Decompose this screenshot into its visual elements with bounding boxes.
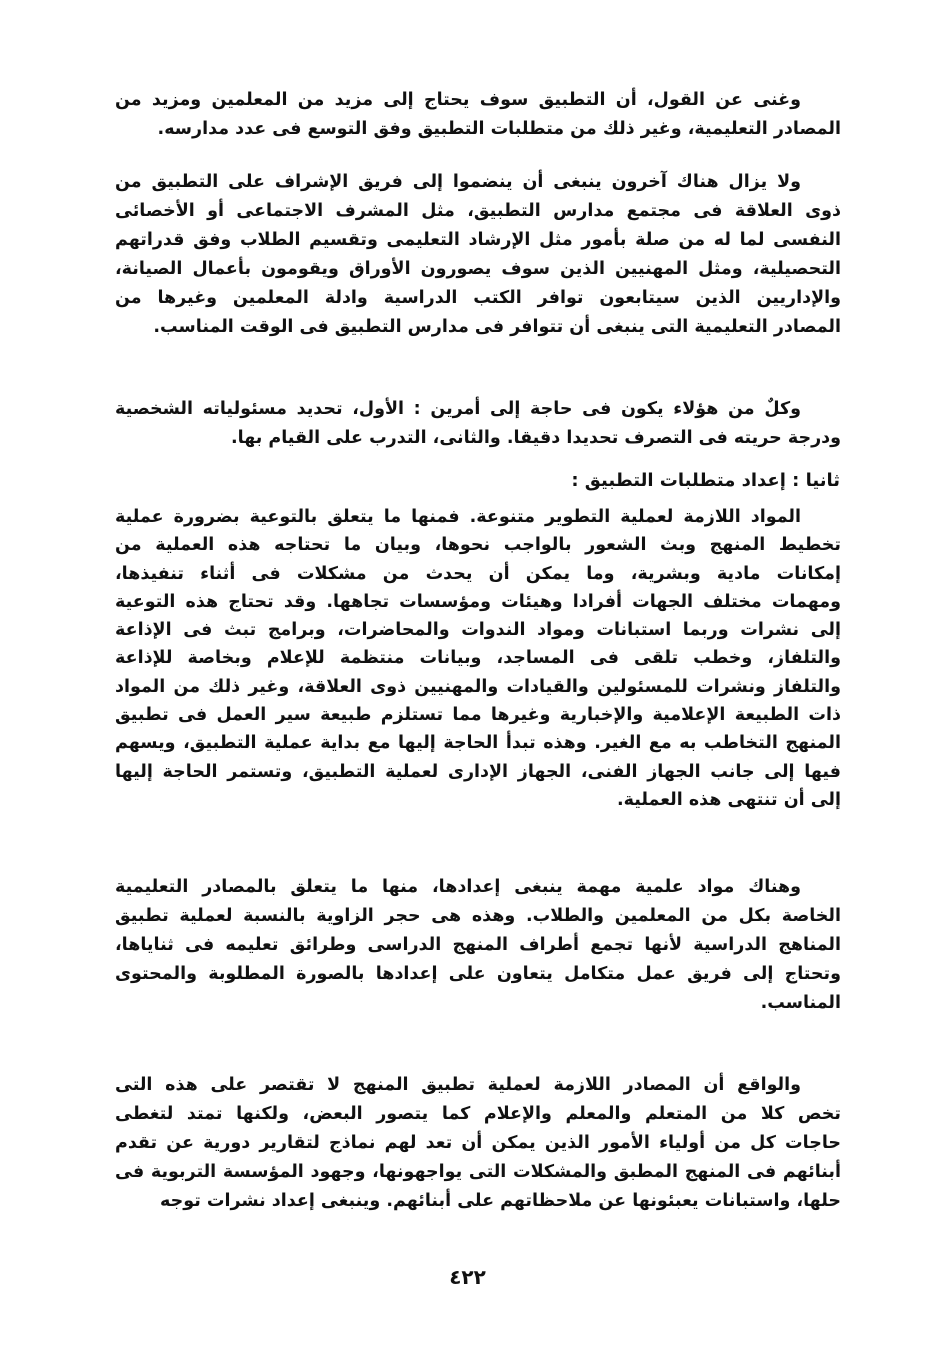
text-line: وغنى عن القول، أن التطبيق سوف يحتاج إلى مزيد من المعلمين ومزيد من [115,90,801,110]
text-line: وتحتاج إلى فريق عمل متكامل يتعاون على إعدادها بالصورة المطلوبة والمحتوى [115,964,841,984]
paragraph-intro [115,86,841,144]
text-line: تخطيط المنهج وبث الشعور بالواجب نحوها، وبيان ما تحتاجه هذه العملية من [115,535,841,556]
text-line: حاجات كل من أولياء الأمور الذين يمكن أن تعد لهم نماذج لتقارير دورية عن تقدم [115,1133,841,1153]
text-line: المنهج التخاطب به مع الغير. وهذه تبدأ الحاجة إليها مع بداية عملية التطبيق، ويسهم [115,733,841,754]
text-line: وهناك مواد علمية مهمة ينبغى إعدادها، منها ما يتعلق بالمصادر التعليمية [115,877,801,897]
text-line: والتلفاز، وخطب تلقى فى المساجد، وبيانات منتظمة للإعلام وبخاصة للإذاعة [115,648,841,669]
text-line: والواقع أن المصادر اللازمة لعملية تطبيق المنهج لا تقتصر على هذه التى [115,1075,801,1095]
text-line: وكلٌ من هؤلاء يكون فى حاجة إلى أمرين : الأول، تحديد مسئولياته الشخصية [115,399,801,419]
text-line: أبنائهم فى المنهج المطبق والمشكلات التى يواجهونها، وجهود المؤسسة التربوية فى [115,1162,841,1182]
paragraph-materials [115,503,841,814]
text-line: إلى نشرات وربما استبانات ومواد الندوات والمحاضرات، وبرامج تبث فى الإذاعة [115,620,841,641]
paragraph-responsibilities [115,395,841,453]
text-line: المصادر التعليمية التى ينبغى أن تتوافر فى مدارس التطبيق فى الوقت المناسب. [153,317,841,337]
text-line: الخاصة بكل من المعلمين والطلاب. وهذه هى حجر الزاوية بالنسبة لعملية تطبيق [115,906,841,926]
paragraph-supervision-team [115,168,841,342]
text-line: ولا يزال هناك آخرون ينبغى أن ينضموا إلى فريق الإشراف على التطبيق من [115,172,801,192]
paragraph-scientific-materials [115,873,841,1018]
text-line: حلها، واستبانات يعبئونها عن ملاحظاتهم على أبنائهم. وينبغى إعداد نشرات توجه [160,1191,841,1211]
text-line: التحصيلية، ومثل المهنيين الذين سوف يصورون الأوراق ويقومون بأعمال الصيانة، [115,259,841,279]
text-line: تخص كلا من المتعلم والمعلم والإعلام كما يتصور البعض، ولكنها تمتد لتغطى [115,1104,841,1124]
text-line: النفسى لما له من صلة بأمور مثل الإرشاد التعليمى وتقسيم الطلاب وفق قدراتهم [115,230,841,250]
text-line: المناسب. [760,993,841,1013]
page-number: ٤٢٢ [449,1265,486,1289]
text-line: ودرجة حريته فى التصرف تحديدا دقيقا. والثانى، التدرب على القيام بها. [230,428,841,448]
text-line: والإداريين الذين سيتابعون توافر الكتب الدراسية وادلة المعلمين وغيرها من [115,288,841,308]
text-line: ومهمات مختلف الجهات أفرادا وهيئات ومؤسسات تجاهها. وقد تحتاج هذه التوعية [115,591,841,612]
text-line: المواد اللازمة لعملية التطوير متنوعة. فمنها ما يتعلق بالتوعية بضرورة عملية [115,507,801,527]
text-line: المناهج الدراسية لأنها تجمع أطراف المنهج الدراسى وطرائق تعليمه فى ثناياها، [115,935,841,955]
text-line: ذات الطبيعة الإعلامية والإخبارية وغيرها مما تستلزم طبيعة سير العمل فى تطبيق [115,705,841,726]
text-line: المصادر التعليمية، وغير ذلك من متطلبات التطبيق وفق التوسع فى عدد مدارسه. [157,119,841,139]
section-heading: ثانيا : إعداد متطلبات التطبيق : [571,470,840,491]
text-line: والتلفاز ونشرات للمسئولين والقيادات والمهنيين ذوى العلاقة، وغير ذلك من المواد [115,676,841,697]
paragraph-resources [115,1071,841,1216]
text-line: إمكانات مادية وبشرية، وما يمكن أن يحدث من مشكلات فى أثناء تنفيذها، [115,563,841,584]
text-line: إلى أن تنتهى هذه العملية. [617,789,841,810]
text-line: فيها إلى جانب الجهاز الفنى، الجهاز الإدارى لعملية التطبيق، وتستمر الحاجة إليها [115,761,841,782]
text-line: ذوى العلاقة فى مجتمع مدارس التطبيق، مثل المشرف الاجتماعى أو الأخصائى [115,201,841,221]
